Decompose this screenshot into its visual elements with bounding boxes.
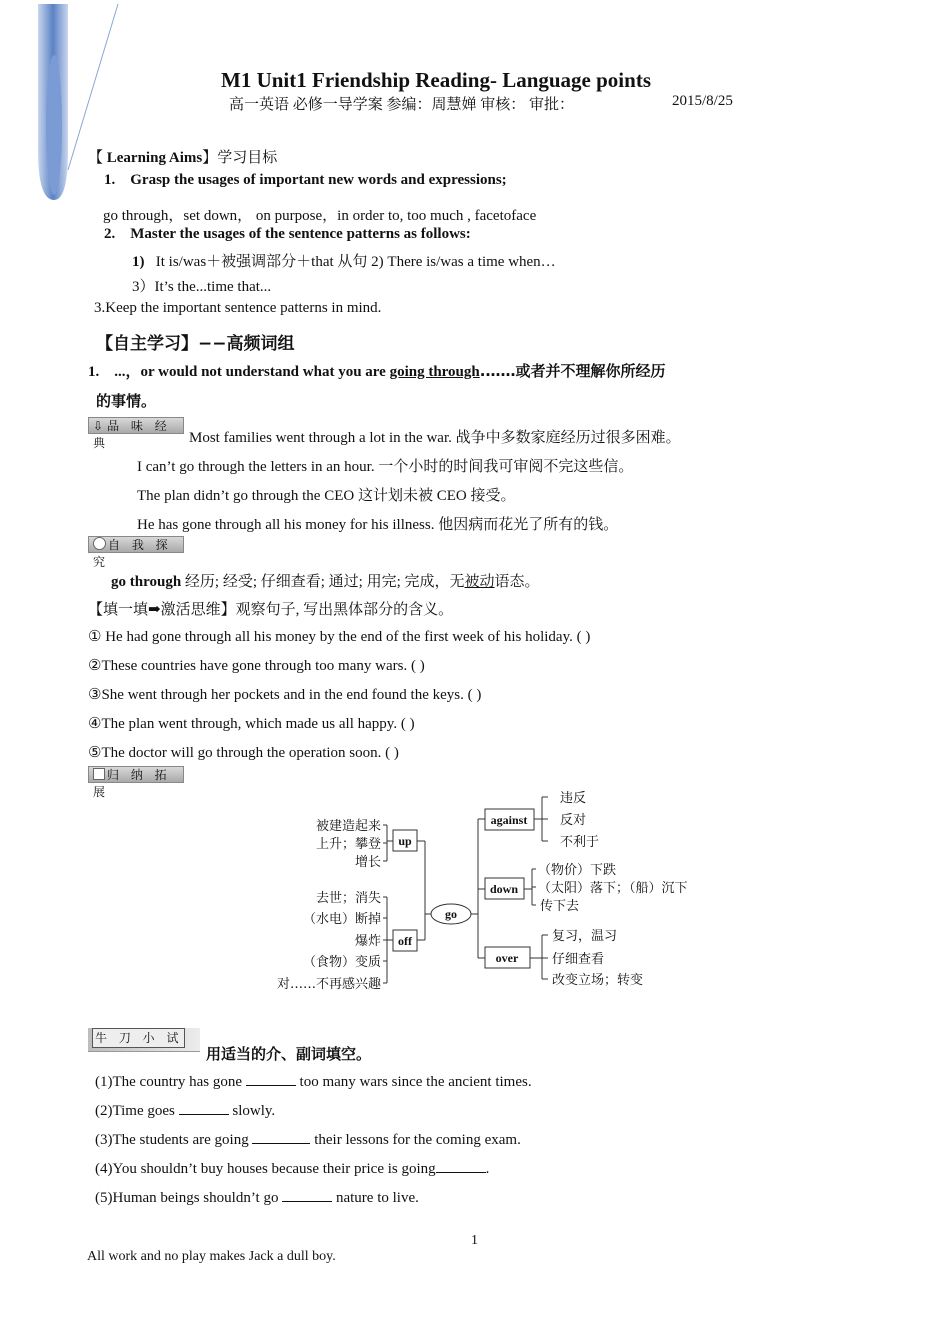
example-3: The plan didn’t go through the CEO 这计划未被 CEO 接受。 [137,488,516,504]
tag-classic-label: 品 味 经 典 [93,419,171,450]
go-phrase-diagram [260,780,700,1000]
p3-before: (3)The students are going [95,1132,253,1148]
arrow-down-icon: ⇩ [93,419,108,433]
aim-1-num: 1. [104,172,116,188]
p4-after: . [485,1161,490,1177]
against-item-1: 违反 [560,791,587,806]
p2-after: slowly. [228,1103,276,1119]
question-1 [88,360,665,381]
off-item-4: （食物）变质 [302,955,381,970]
up-item-2: 上升；攀登 [315,837,381,852]
learning-aims-heading [88,146,277,167]
up-label: up [398,834,412,848]
off-item-1: 去世；消失 [315,891,381,906]
off-label: off [398,934,412,948]
p1-after: too many wars since the ancient times. [295,1074,532,1090]
practice-instruction: 用适当的介、副词填空。 [206,1045,372,1063]
tag-summary [88,766,184,799]
over-label: over [495,951,519,965]
practice-2 [95,1100,275,1120]
p5-after: nature to live. [332,1190,419,1206]
circle-icon [93,537,106,550]
square-icon [93,768,105,780]
heading-en: Learning Aims [106,150,203,166]
tag-explore-label: 自 我 探 究 [93,538,172,569]
off-item-2: （水电）断掉 [302,912,381,927]
aim-phrases: go through，set down， on purpose，in order to, too much , facetoface [103,208,537,224]
blank-4[interactable] [436,1158,486,1173]
practice-3 [95,1129,521,1149]
aim-2 [104,226,471,243]
sentence-5: ⑤The doctor will go through the operation soon. ( ) [88,745,399,761]
aim-1 [104,172,507,189]
tag-summary-label: 归 纳 拓 展 [93,768,171,799]
blank-1[interactable] [246,1071,296,1086]
over-item-3: 改变立场；转变 [552,973,644,988]
definition [111,570,540,591]
fill-instruction: 【填一填➡激活思维】观察句子, 写出黑体部分的含义。 [88,602,454,618]
p2-before: (2)Time goes [95,1103,179,1119]
def-word: go through [111,574,182,590]
over-item-1: 复习，温习 [552,929,618,944]
center-label: go [445,907,457,921]
date: 2015/8/25 [672,93,733,109]
down-label: down [489,882,519,896]
aim-2-num: 2. [104,226,116,242]
blank-5[interactable] [282,1187,332,1202]
q1-pre: ...，or would not understand what you are [114,364,390,380]
sentence-4: ④The plan went through, which made us all happy. ( ) [88,716,415,732]
p4-before: (4)You shouldn’t buy houses because their price is going [95,1161,436,1177]
practice-5 [95,1187,419,1207]
practice-1 [95,1071,532,1091]
def-text: 经历; 经受; 仔细查看; 通过; 用完; 完成，无 [181,574,465,590]
tag-practice [88,1028,200,1052]
up-item-1: 被建造起来 [315,819,381,834]
example-1: Most families went through a lot in the war. 战争中多数家庭经历过很多困难。 [189,430,681,446]
p1-before: (1)The country has gone [95,1074,246,1090]
p3-after: their lessons for the coming exam. [310,1132,521,1148]
bracket-close: 】 [202,150,218,166]
pattern-1-text: It is/was＋被强调部分＋that 从句 2) There is/was a time when… [155,254,556,270]
subtitle-meta: 高一英语 必修一导学案 参编：周慧婵 审核： 审批： [229,97,575,113]
against-item-2: 反对 [560,813,587,828]
up-item-3: 增长 [354,855,381,870]
off-item-5: 对……不再感兴趣 [276,977,381,992]
tag-practice-label: 牛 刀 小 试 [92,1028,185,1048]
q1-phrase: going through [389,364,480,380]
q1-num: 1. [88,364,100,380]
aim-1-text: Grasp the usages of important new words and expressions; [130,172,507,188]
def-end: 语态。 [494,574,540,590]
footer-motto: All work and no play makes Jack a dull boy. [87,1249,336,1264]
q1-post: .……或者并不理解你所经历 [479,362,666,380]
question-1-continued: 的事情。 [96,392,157,410]
down-item-3: 传下去 [540,899,580,914]
off-item-3: 爆炸 [354,934,381,949]
bracket-open: 【 [88,150,104,166]
sentence-1: ① He had gone through all his money by the end of the first week of his holiday. ( ) [88,629,591,645]
tag-explore [88,536,184,569]
down-item-1: （物价）下跌 [538,863,617,878]
heading-cn: 学习目标 [217,150,278,166]
tag-classic [88,417,184,450]
against-label: against [490,813,528,827]
sentence-2: ②These countries have gone through too many wars. ( ) [88,658,425,674]
example-4: He has gone through all his money for his illness. 他因病而花光了所有的钱。 [137,517,619,533]
pattern-1-num: 1) [132,254,145,270]
sentence-3: ③She went through her pockets and in the end found the keys. ( ) [88,687,482,703]
practice-4 [95,1158,489,1178]
example-2: I can’t go through the letters in an hour. 一个小时的时间我可审阅不完这些信。 [137,459,634,475]
over-item-2: 仔细查看 [552,952,605,967]
pattern-1 [132,250,556,271]
down-item-2: （太阳）落下；（船）沉下 [538,881,688,896]
page-number: 1 [471,1233,478,1248]
p5-before: (5)Human beings shouldn’t go [95,1190,283,1206]
aim-3: 3.Keep the important sentence patterns in mind. [94,300,382,316]
aim-2-text: Master the usages of the sentence patterns as follows: [130,226,471,242]
page-title: M1 Unit1 Friendship Reading- Language points [221,68,651,92]
against-item-3: 不利于 [560,835,600,850]
blank-3[interactable] [252,1129,310,1144]
pattern-3: 3）It’s the...time that... [132,279,272,295]
def-under: 被动 [464,574,495,590]
self-study-heading: 【自主学习】−−高频词组 [96,334,295,354]
blank-2[interactable] [179,1100,229,1115]
